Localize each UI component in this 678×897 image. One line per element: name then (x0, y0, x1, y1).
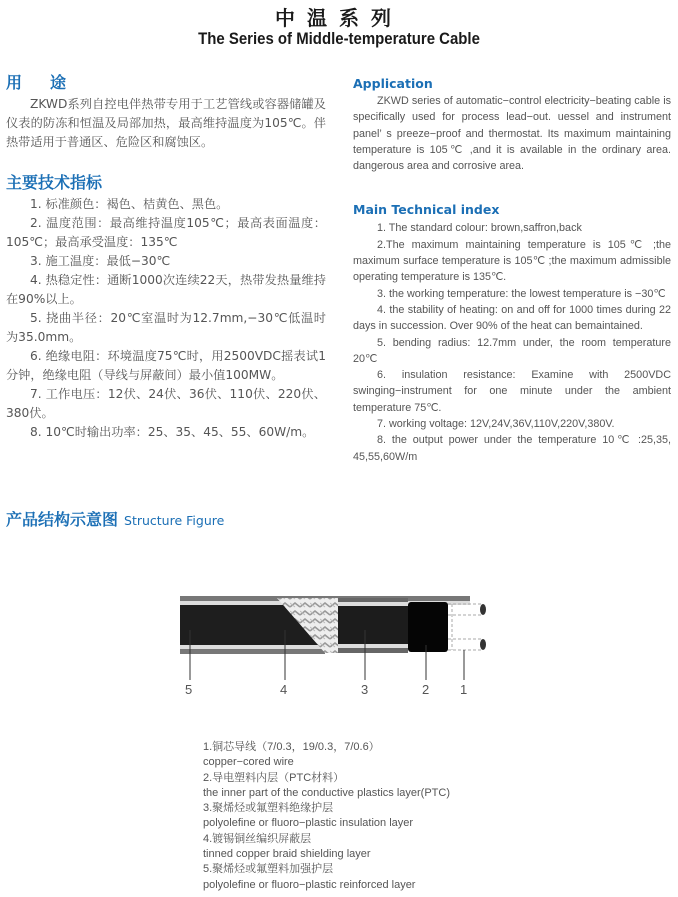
label-3: 3 (361, 682, 369, 697)
tech-item-cn: 4. 热稳定性：通断1000次连续22天，热带发热量维持在90%以上。 (6, 273, 326, 306)
legend-line: 4.镀锡铜丝编织屏蔽层 (203, 832, 312, 845)
legend-line: copper−cored wire (203, 756, 294, 769)
english-column (353, 76, 671, 465)
application-heading-cn: 用途 (6, 73, 95, 92)
structure-legend (203, 740, 493, 893)
tech-item-cn: 6. 绝缘电阻：环境温度75℃时，用2500VDC摇表试1分钟，绝缘电阻（导线与屏蔽间）最小值100MW。 (6, 349, 326, 382)
tech-item-en: 3. the working temperature: the lowest temperature is −30℃ (377, 287, 666, 300)
tech-item-cn: 8. 10℃时输出功率：25、35、45、55、60W/m。 (30, 425, 315, 439)
tech-item-cn: 1. 标准颜色：褐色、桔黄色、黑色。 (30, 197, 229, 211)
tech-item-en: 4. the stability of heating: on and off for 1000 times during 22 days in succession. Over 90% of the heat can bemaintained. (353, 303, 671, 333)
cable-illustration (170, 585, 500, 700)
tech-list-cn (6, 195, 326, 442)
tech-item-en: 8. the output power under the temperature 10℃ :25,35, 45,55,60W/m (353, 434, 671, 463)
tech-item-en: 6. insulation resistance: Examine with 2500VDC swinging−instrument for one minute under the ambient temperature 75℃. (353, 369, 671, 414)
legend-line: polyolefine or fluoro−plastic reinforced layer (203, 878, 416, 891)
tech-heading-en: Main Technical index (353, 202, 500, 218)
tech-item-cn: 2. 温度范围：最高维持温度105℃；最高表面温度：105℃；最高承受温度：135℃ (6, 216, 326, 249)
tech-item-en: 1. The standard colour: brown,saffron,back (377, 222, 582, 235)
page-title-en: The Series of Middle-temperature Cable (198, 29, 480, 48)
chinese-column (6, 70, 326, 442)
ptc-core-layer (408, 602, 448, 652)
application-text-cn: ZKWD系列自控电伴热带专用于工艺管线或容器储罐及仪表的防冻和恒温及局部加热，最高维持温度为105℃。伴热带适用于普通区、危险区和腐蚀区。 (6, 97, 326, 149)
page-title-cn: 中温系列 (275, 6, 403, 30)
structure-heading-en: Structure Figure (124, 513, 225, 528)
copper-wires (448, 604, 482, 650)
tech-list-en (353, 220, 671, 464)
legend-line: 3.聚烯烃或氟塑料绝缘护层 (203, 802, 334, 815)
cable-structure-figure (170, 585, 500, 700)
legend-line: the inner part of the conductive plastics layer(PTC) (203, 786, 451, 799)
legend-line: 5.聚烯烃或氟塑料加强护层 (203, 863, 334, 876)
label-5: 5 (185, 682, 193, 697)
tech-item-en: 7. working voltage: 12V,24V,36V,110V,220V,380V. (377, 418, 615, 431)
tech-item-cn: 7. 工作电压：12伏、24伏、36伏、110伏、220伏、380伏。 (6, 387, 326, 420)
structure-heading-cn: 产品结构示意图 (6, 510, 119, 529)
label-1: 1 (460, 682, 468, 697)
legend-line: 2.导电塑料内层（PTC材料） (203, 771, 345, 784)
tech-item-cn: 3. 施工温度：最低−30℃ (30, 254, 171, 268)
structure-heading (6, 507, 224, 530)
tech-item-en: 2.The maximum maintaining temperature is 105℃ ;the maximum surface temperature is 105℃ ;the maximum admissible operating temperature is 135℃. (353, 238, 671, 284)
legend-line: polyolefine or fluoro−plastic insulation layer (203, 817, 414, 830)
application-heading-en: Application (353, 76, 433, 91)
tech-heading-cn: 主要技术指标 (6, 173, 103, 192)
legend-line: tinned copper braid shielding layer (203, 848, 371, 861)
application-text-en: ZKWD series of automatic−control electricity−beating cable is specifically used for process lead−out. uessel and instrument panel’ s preeze−proof and thermostat. Its maximum maintaining temperature is 105℃ ,and it is available in the ordinary area. dangerous area and corrosive area. (353, 95, 671, 173)
tech-item-cn: 5. 挠曲半径：20℃室温时为12.7mm,−30℃低温时为35.0mm。 (6, 311, 326, 344)
label-4: 4 (280, 682, 288, 697)
legend-line: 1.铜芯导线（7/0.3，19/0.3，7/0.6） (203, 741, 380, 753)
wire-end (480, 639, 486, 650)
wire-end (480, 604, 486, 615)
label-2: 2 (422, 682, 430, 697)
tech-item-en: 5. bending radius: 12.7mm under, the room temperature 20℃ (353, 336, 671, 365)
insulation-layer (338, 598, 408, 653)
